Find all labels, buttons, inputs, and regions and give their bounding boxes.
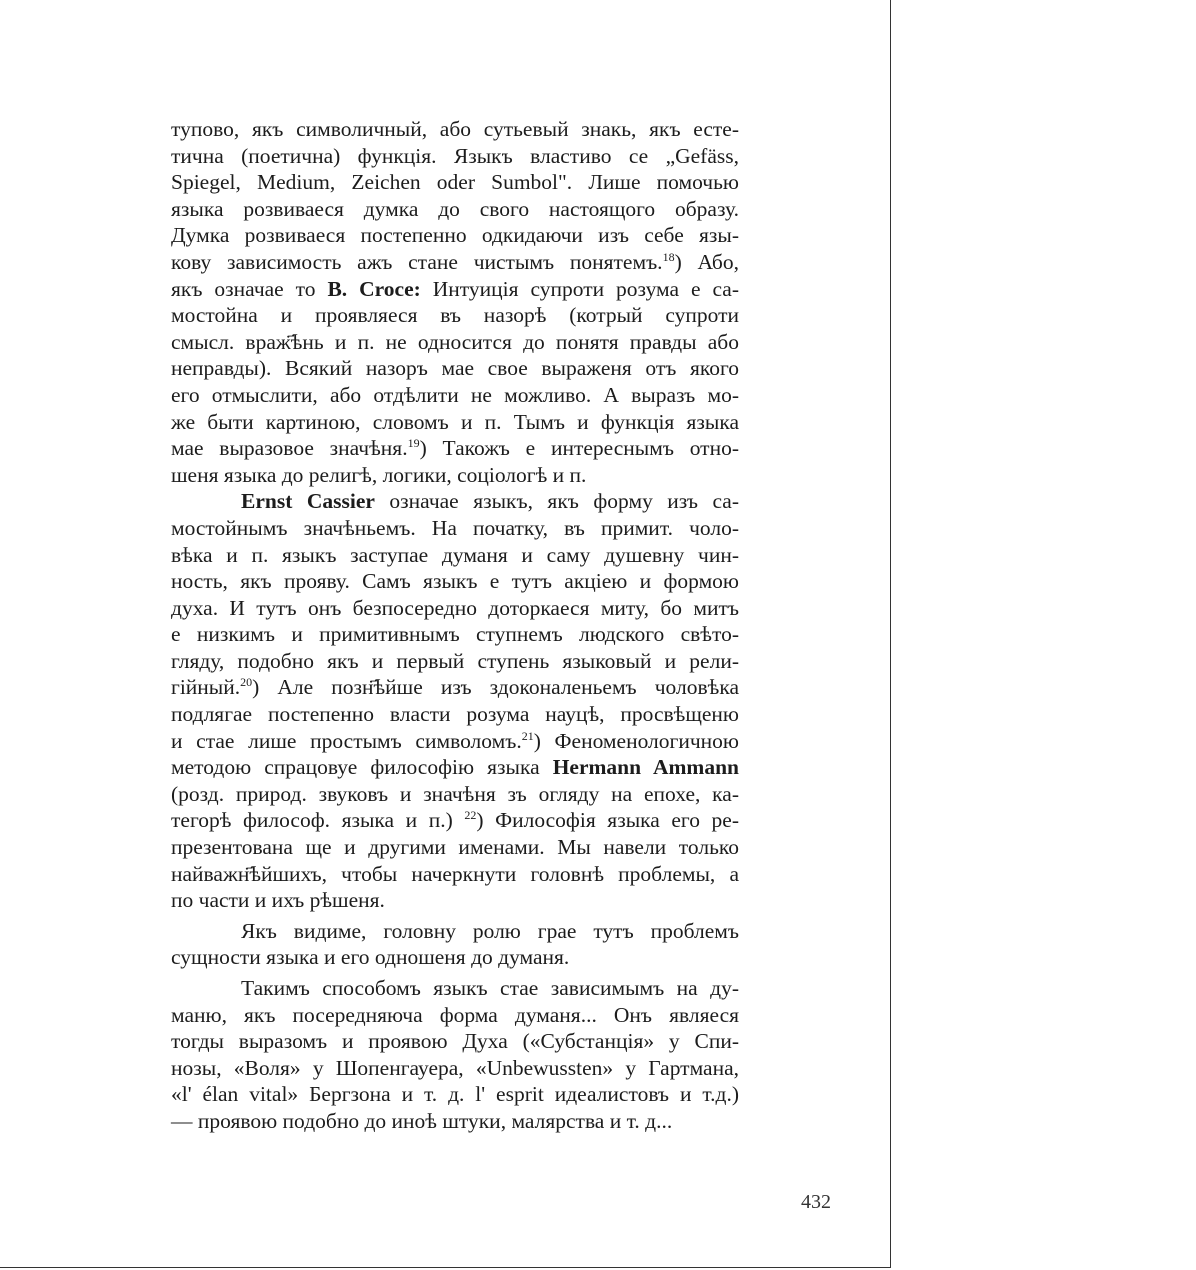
text-segment: — проявою подобно до инoѣ штуки, малярства и т. д... [171,1108,673,1133]
text-line [171,196,739,223]
text-line [171,276,739,303]
text-line [171,249,739,276]
text-line [171,595,739,622]
text-line [171,674,739,701]
paragraph [171,488,739,914]
text-line [171,302,739,329]
text-segment: е низкимъ и примитивнымъ ступнемъ людского свѣто- [171,622,739,647]
text-segment: (розд. природ. звуковъ и значѣня зъ огляду на епохе, ка- [171,781,739,806]
text-line [171,143,739,170]
text-line [171,355,739,382]
text-line [171,918,739,945]
text-line [171,542,739,569]
text-line [171,409,739,436]
text-segment: тична (поетична) функція. Языкъ властиво се „Gefäss, [171,143,739,168]
text-segment: Такимъ способомъ языкъ стае зависимымъ на ду- [241,976,739,1000]
text-segment: духа. И тутъ онъ безпосередно доторкаеся миту, бо митъ [171,595,739,620]
body-text [171,116,739,1135]
text-segment: кову зависимость ажъ стане чистымъ понятемъ. [171,249,663,274]
text-line [171,435,739,462]
text-line [171,834,739,861]
page-number: 432 [801,1191,831,1213]
text-segment: ность, якъ прояву. Самъ языкъ е тутъ акціею и формою [171,569,739,594]
text-line [171,701,739,728]
text-segment: мае выразовое значѣня. [171,436,408,461]
text-line [171,621,739,648]
text-line [171,728,739,755]
footnote-ref: 19 [407,435,420,450]
footnote-ref: 22 [464,808,477,823]
text-line [171,1055,739,1082]
text-segment: ) Феноменологичною [533,728,739,753]
text-line [171,648,739,675]
text-segment: означае языкъ, якъ форму изъ са- [374,489,740,514]
text-line [171,116,739,143]
text-line [171,568,739,595]
text-segment: Spiegel, Medium, Zeichen oder Sumbol". Лише помочью [171,170,739,195]
text-segment: сущности языка и его одношеня до думаня. [171,945,570,970]
text-line [171,462,739,489]
footnote-ref: 18 [662,249,675,264]
footnote-ref: 21 [521,728,534,743]
text-line [171,222,739,249]
text-line [171,781,739,808]
text-segment: смысл. враж҃ѣнь и п. не односится до понятя правды або [171,329,739,354]
paragraph [171,975,739,1135]
text-line [171,382,739,409]
text-line [171,754,739,781]
text-line [171,887,739,914]
text-line [171,329,739,356]
text-line [171,944,739,971]
text-line [171,169,739,196]
text-segment: неправды). Всякий назоръ мае свое выраженя отъ якого [171,356,739,381]
text-segment: ) Такожъ е интереснымъ отно- [419,436,739,461]
text-line [171,1108,739,1135]
text-segment: же быти картиною, словомъ и п. Тымъ и функція языка [171,409,739,434]
paragraph [171,116,739,488]
text-segment: Интуиція супроти розума е са- [420,276,739,301]
text-segment: Якъ видиме, головну ролю грае тутъ проблемъ [241,918,739,943]
text-segment: шеня языка до религѣ, логики, соціологѣ и п. [171,462,587,487]
text-segment: гійный. [171,675,241,700]
text-line [171,1028,739,1055]
text-line [171,807,739,834]
footnote-ref: 20 [240,675,253,690]
text-segment: языка розвиваеся думка до свого настоящого образу. [171,196,739,221]
text-segment: вѣка и п. языкъ заступае думаня и саму душевну чин- [171,542,739,567]
text-segment: тегорѣ философ. языка и п.) [171,808,465,833]
text-segment: подлягае постепенно власти розума науцѣ, просвѣщеню [171,702,739,727]
text-segment: маню, якъ посередняюча форма думаня... Онъ являеся [171,1002,739,1027]
text-line [171,861,739,888]
text-segment: мостойна и проявляеся въ назорѣ (котрый супроти [171,303,739,328]
text-line [171,975,739,1002]
author-name: Ernst Cassier [241,489,375,514]
text-segment: ) Або, [674,249,739,274]
text-segment: презентована ще и другими именами. Мы навели только [171,835,739,860]
text-segment: найважн҃ѣйшихъ, чтобы начеркнути головнѣ проблемы, а [171,861,739,886]
author-name: B. Croce: [327,276,421,301]
text-segment: по части и ихъ рѣшеня. [171,888,385,913]
text-segment: его отмыслити, або отдѣлити не можливо. А выразъ мо- [171,382,739,407]
text-line [171,488,739,515]
text-segment: методою спрацовуе философію языка [171,755,553,780]
text-line [171,1002,739,1029]
text-segment: мостойнымъ значѣньемъ. На початку, въ примит. чоло- [171,515,739,540]
text-segment: ) Философія языка его ре- [476,808,739,833]
author-name: Hermann Ammann [552,755,739,780]
text-segment: нозы, «Воля» у Шопенгауера, «Unbewussten» у Гартмана, [171,1055,739,1080]
text-segment: «l' élan vital» Бергзона и т. д. l' esprit идеалистовъ и т.д.) [171,1082,739,1107]
text-line [171,515,739,542]
text-segment: ) Але позн҃ѣйше изъ здоконаленьемъ чоловѣка [252,675,739,700]
text-segment: и стае лише простымъ символомъ. [171,728,522,753]
text-segment: якъ означае то [171,276,328,301]
text-segment: гляду, подобно якъ и первый ступень языковый и рели- [171,648,739,673]
text-segment: тогды выразомъ и проявою Духа («Субстанція» у Спи- [171,1029,739,1054]
paragraph [171,918,739,971]
text-line [171,1081,739,1108]
text-segment: тупово, якъ символичный, або сутьевый знакь, якъ есте- [171,117,739,141]
text-segment: Думка розвиваеся постепенно одкидаючи изъ себе язы- [171,223,739,248]
